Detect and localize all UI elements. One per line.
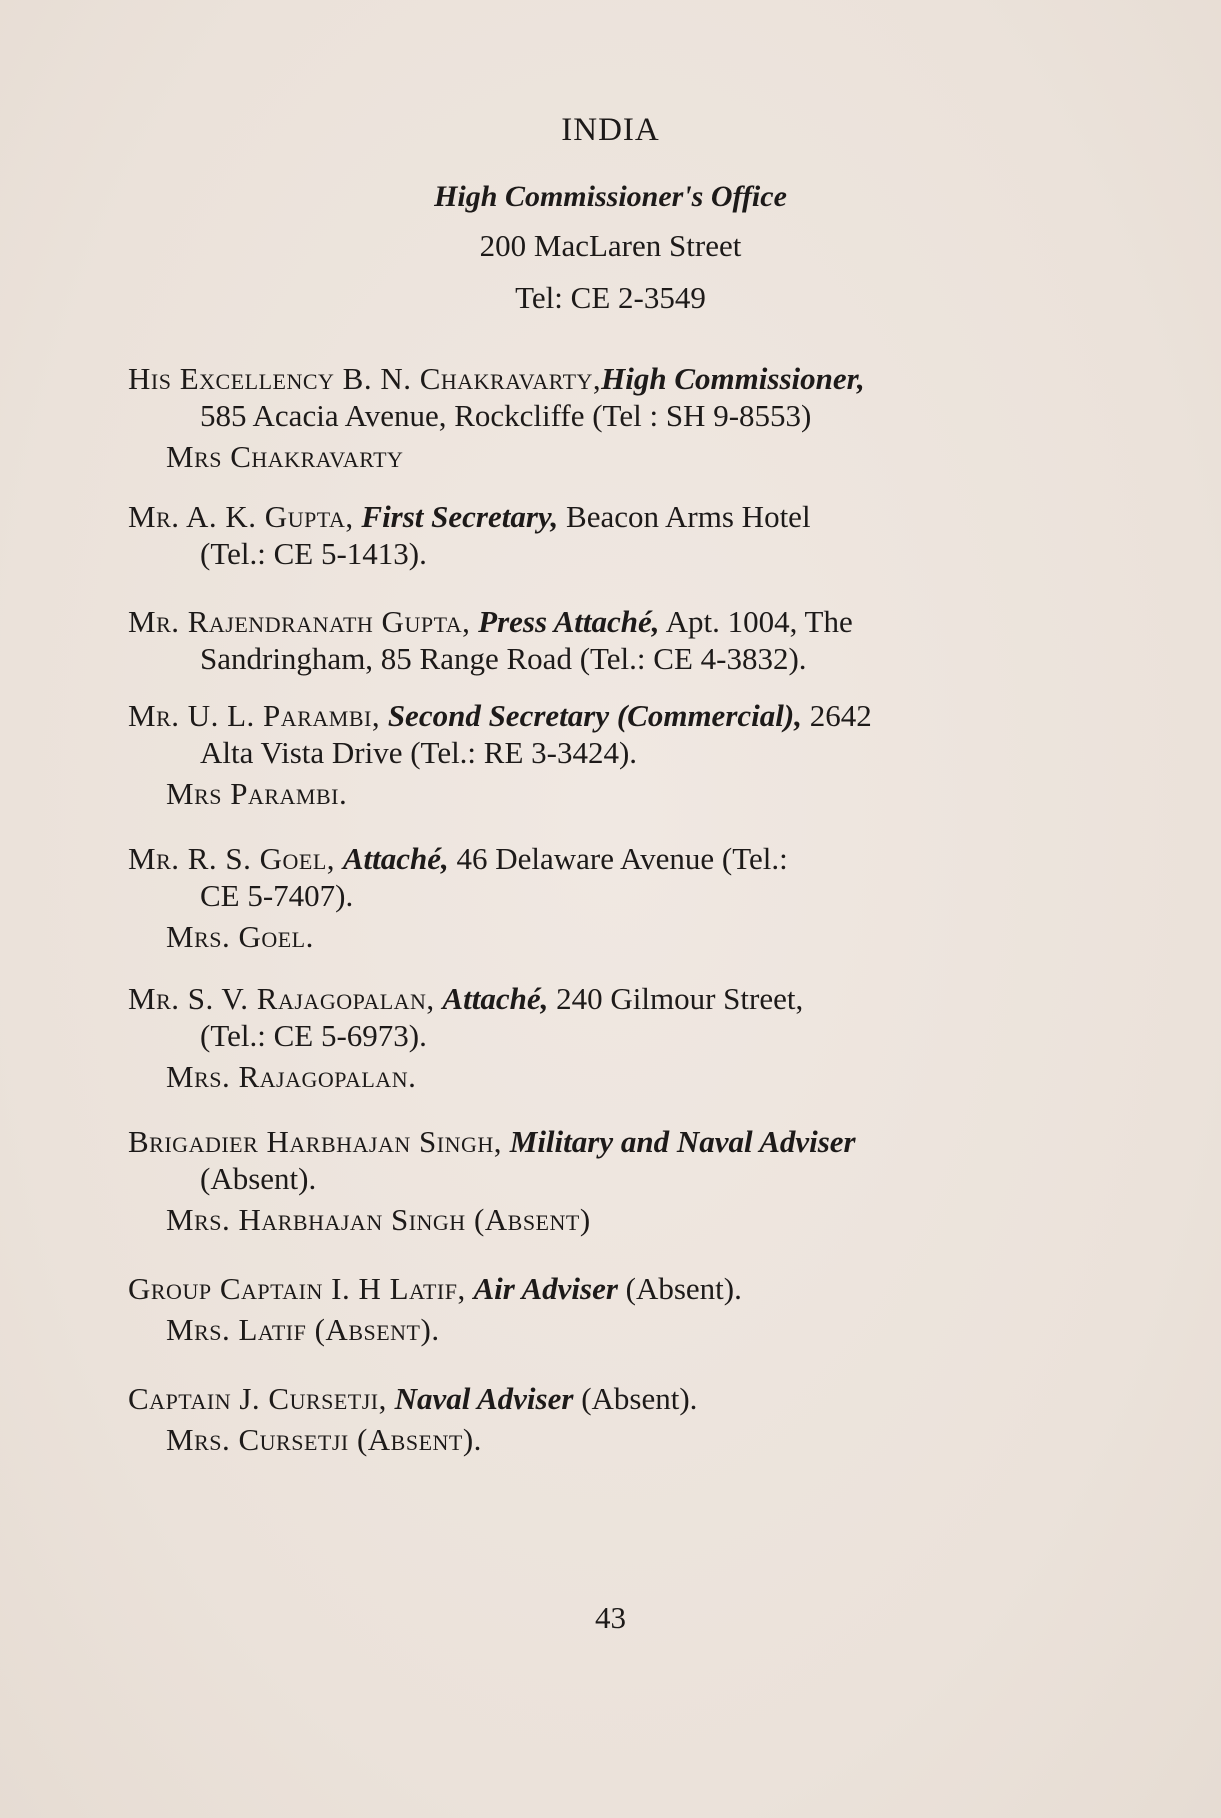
staff-entry — [128, 697, 872, 812]
staff-address: 585 Acacia Avenue, Rockcliffe (Tel : SH 9-8553) — [200, 398, 812, 433]
staff-address-continued: Sandringham, 85 Range Road (Tel.: CE 4-3832). — [200, 641, 807, 676]
staff-address-continued: CE 5-7407). — [200, 878, 354, 913]
staff-position: Second Secretary (Commercial), — [387, 698, 802, 733]
office-name: High Commissioner's Office — [434, 180, 787, 213]
staff-name: Mr. Rajendranath Gupta, — [128, 604, 471, 639]
staff-entry — [128, 1123, 856, 1238]
spouse-name: Mrs. Cursetji (Absent). — [166, 1422, 482, 1457]
staff-address-continued: (Tel.: CE 5-1413). — [200, 536, 427, 571]
staff-address: 240 Gilmour Street, — [556, 981, 804, 1016]
staff-entry — [128, 603, 853, 677]
staff-position: Air Adviser — [473, 1271, 618, 1306]
office-address: 200 MacLaren Street — [479, 228, 742, 263]
staff-entry — [128, 840, 788, 955]
staff-entry — [128, 1380, 697, 1458]
staff-status: (Absent). — [625, 1271, 742, 1306]
spouse-name: Mrs Parambi. — [166, 776, 348, 811]
staff-entry — [128, 360, 865, 475]
staff-name: Brigadier Harbhajan Singh, — [128, 1124, 502, 1159]
staff-position: Military and Naval Adviser — [509, 1124, 856, 1159]
staff-entry — [128, 1270, 742, 1348]
staff-position: First Secretary, — [361, 499, 559, 534]
page-number: 43 — [595, 1600, 626, 1635]
staff-name: Mr. S. V. Rajagopalan, — [128, 981, 435, 1016]
staff-entry — [128, 980, 803, 1095]
spouse-name: Mrs. Latif (Absent). — [166, 1312, 440, 1347]
staff-position: Attaché, — [442, 981, 549, 1016]
staff-address: Apt. 1004, The — [665, 604, 853, 639]
staff-position: Naval Adviser — [394, 1381, 574, 1416]
spouse-name: Mrs Chakravarty — [166, 439, 404, 474]
staff-entry — [128, 498, 811, 572]
staff-name: His Excellency B. N. Chakravarty, — [128, 361, 602, 396]
spouse-name: Mrs. Rajagopalan. — [166, 1059, 417, 1094]
country-heading: INDIA — [561, 112, 660, 148]
office-telephone: Tel: CE 2-3549 — [515, 280, 706, 315]
staff-name: Mr. R. S. Goel, — [128, 841, 336, 876]
staff-position: Press Attaché, — [478, 604, 660, 639]
staff-status: (Absent). — [200, 1161, 317, 1196]
staff-address: 2642 — [809, 698, 872, 733]
spouse-name: Mrs. Harbhajan Singh (Absent) — [166, 1202, 591, 1237]
spouse-name: Mrs. Goel. — [166, 919, 314, 954]
staff-name: Group Captain I. H Latif, — [128, 1271, 466, 1306]
staff-position: Attaché, — [342, 841, 449, 876]
staff-name: Captain J. Cursetji, — [128, 1381, 387, 1416]
staff-address: 46 Delaware Avenue (Tel.: — [456, 841, 788, 876]
staff-name: Mr. A. K. Gupta, — [128, 499, 354, 534]
staff-position: High Commissioner, — [601, 361, 865, 396]
staff-address-continued: Alta Vista Drive (Tel.: RE 3-3424). — [200, 735, 638, 770]
staff-address: Beacon Arms Hotel — [566, 499, 811, 534]
staff-status: (Absent). — [581, 1381, 698, 1416]
staff-address-continued: (Tel.: CE 5-6973). — [200, 1018, 427, 1053]
staff-name: Mr. U. L. Parambi, — [128, 698, 381, 733]
